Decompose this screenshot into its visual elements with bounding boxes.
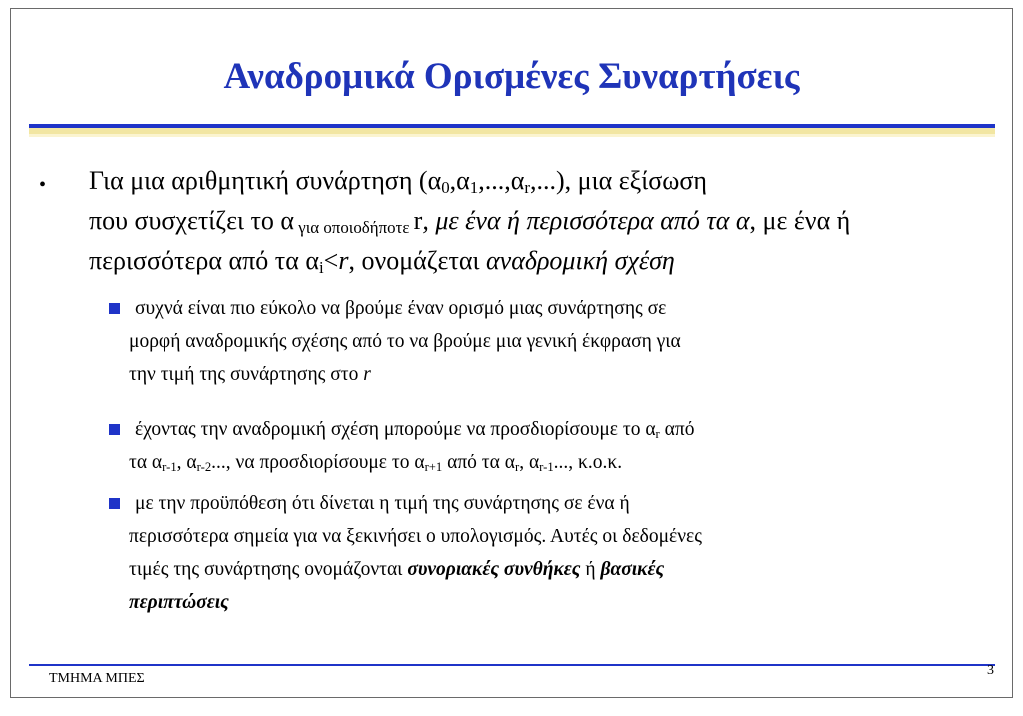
text-line: περισσότερα σημεία για να ξεκινήσει ο υπολογισμός. Αυτές οι δεδομένες: [129, 526, 702, 547]
text-segment: , ονομάζεται: [348, 246, 487, 275]
main-bullet-text: Για μια αριθμητική συνάρτηση $(\alpha_0,\alpha_1,...,\alpha_r,...)$, μια εξίσωση που συσχετίζει το α $_{\gamma\iota\alpha o\pi o\iota o\delta ή\pi o\tau\varepsilon}$ r, με ένα ή περισσότερα από τα α, με ένα ή περισσότερα από τα $\alpha_i<r$, ονομάζεται αναδρομική σχέση: [89, 166, 851, 278]
footer-rule: [29, 664, 995, 666]
sub-bullet-2: [109, 413, 979, 479]
text-segment: από τα α: [442, 452, 515, 473]
square-bullet-icon: [109, 303, 120, 314]
main-bullet: [39, 161, 959, 281]
subscript: 1: [469, 178, 479, 198]
term-base-cases-cont: περιπτώσεις: [129, 592, 229, 613]
sub-bullet-2-text: [129, 413, 979, 479]
slide-title: Αναδρομικά Ορισμένες Συναρτήσεις: [223, 56, 800, 97]
text-line: [129, 553, 979, 586]
text-segment: ,...,α: [478, 166, 525, 195]
text-line: μορφή αναδρομικής σχέσης από το να βρούμε μια γενική έκφραση για: [129, 331, 681, 352]
text-line: [129, 446, 979, 479]
text-segment: ,...), μια εξίσωση: [529, 166, 707, 195]
italic-variable: r: [338, 246, 349, 275]
text-segment: τα α: [129, 452, 163, 473]
text-segment: ,α: [449, 166, 470, 195]
text-segment: , α: [519, 452, 540, 473]
subscript: για οποιοδήποτε: [294, 218, 414, 238]
italic-variable: αναδρομική σχέση: [486, 246, 675, 275]
square-bullet-icon: [109, 424, 120, 435]
footer-department: ΤΜΗΜΑ ΜΠΕΣ: [49, 671, 145, 686]
sub-bullet-3-text: [129, 487, 979, 619]
text-segment: <: [323, 246, 339, 275]
title-underline-yellow-light: [29, 134, 995, 137]
subscript: r-1: [162, 460, 177, 475]
sub-bullet-1-text: [129, 292, 979, 391]
bullet-dot-icon: •: [39, 174, 47, 196]
text-segment: έχοντας την αναδρομική σχέση μπορούμε να προσδιορίσουμε το α: [135, 419, 656, 440]
text-segment: ή: [580, 559, 601, 580]
subscript: i: [318, 258, 324, 278]
text-segment: Για μια αριθμητική συνάρτηση (α: [89, 166, 442, 195]
italic-variable: r: [363, 364, 371, 385]
text-line: με την προϋπόθεση ότι δίνεται η τιμή της συνάρτησης σε ένα ή: [135, 493, 630, 514]
subscript: r-2: [196, 460, 212, 475]
subscript: r: [655, 427, 660, 442]
subscript: r-1: [539, 460, 554, 475]
text-line: συχνά είναι πιο εύκολο να βρούμε έναν ορισμό μιας συνάρτησης σε: [135, 298, 667, 319]
subscript: 0: [441, 178, 450, 198]
text-segment: ..., να προσδιορίσουμε το α: [211, 452, 425, 473]
slide: [10, 8, 1013, 698]
subscript: r: [524, 178, 530, 198]
page-number: 3: [987, 663, 994, 678]
italic-variable: , με ένα ή περισσότερα από τα α: [422, 206, 750, 235]
text-segment: τιμές της συνάρτησης ονομάζονται: [129, 559, 408, 580]
text-segment: , α: [176, 452, 197, 473]
term-base-cases: βασικές: [600, 559, 665, 580]
square-bullet-icon: [109, 498, 120, 509]
text-segment: την τιμή της συνάρτησης στο: [129, 364, 364, 385]
text-segment: ..., κ.ο.κ.: [553, 452, 623, 473]
text-segment: r: [413, 206, 423, 235]
term-boundary-conditions: συνοριακές συνθήκες: [407, 559, 581, 580]
subscript: r: [514, 460, 520, 475]
subscript: r+1: [424, 460, 443, 475]
text-segment: από: [659, 419, 695, 440]
sub-bullet-3: [109, 487, 979, 619]
sub-bullet-1: [109, 292, 979, 391]
text-line: [129, 358, 979, 391]
